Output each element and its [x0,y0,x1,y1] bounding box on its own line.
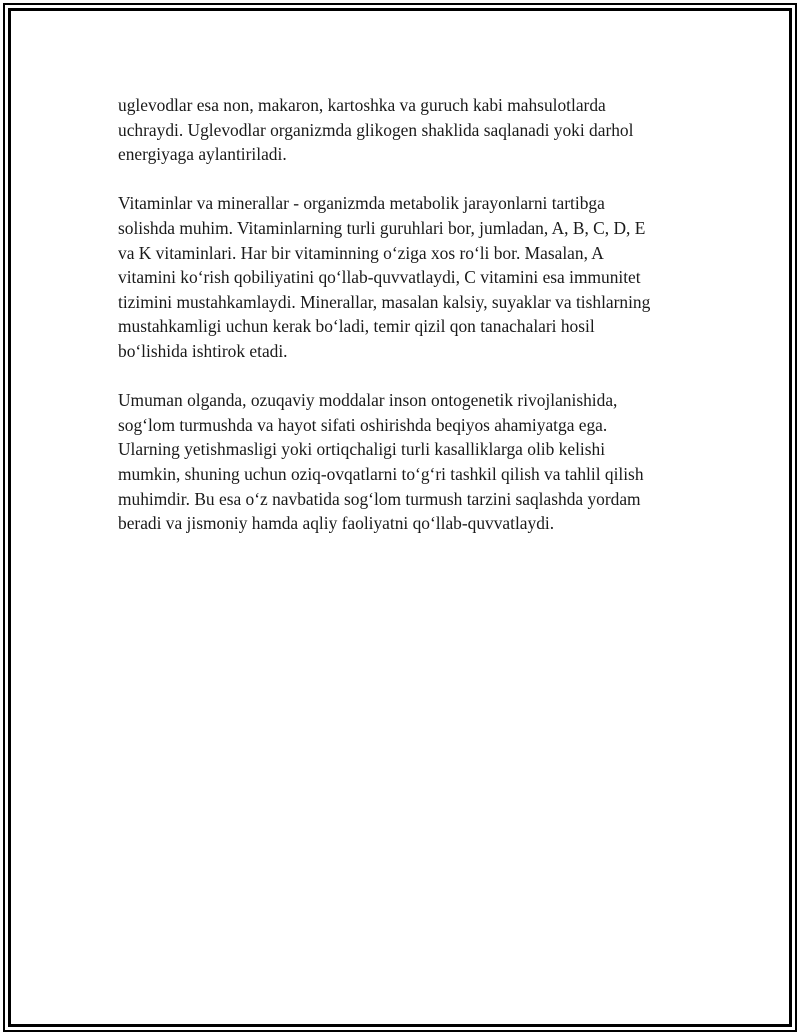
text-line: uglevodlar esa non, makaron, kartoshka va guruch kabi mahsulotlarda [118,95,606,115]
paragraph-conclusion [118,388,698,536]
document-body [118,93,698,560]
text-line: va K vitaminlari. Har bir vitaminning o‘ziga xos ro‘li bor. Masalan, A [118,242,604,263]
text-line: muhimdir. Bu esa o‘z navbatida sog‘lom turmush tarzini saqlashda yordam [118,488,641,509]
text-line: uchraydi. Uglevodlar organizmda glikogen shaklida saqlanadi yoki darhol [118,119,634,140]
paragraph-vitamins-minerals [118,191,698,363]
text-line: mustahkamligi uchun kerak bo‘ladi, temir qizil qon tanachalari hosil [118,316,595,337]
text-line: Umuman olganda, ozuqaviy moddalar inson ontogenetik rivojlanishida, [118,390,618,411]
text-line: bo‘lishida ishtirok etadi. [118,340,288,361]
text-line: beradi va jismoniy hamda aqliy faoliyatni qo‘llab-quvvatlaydi. [118,513,555,534]
text-line: vitamini ko‘rish qobiliyatini qo‘llab-quvvatlaydi, C vitamini esa immunitet [118,267,641,288]
text-line: sog‘lom turmushda va hayot sifati oshirishda beqiyos ahamiyatga ega. [118,414,608,435]
text-line: Vitaminlar va minerallar - organizmda metabolik jarayonlarni tartibga [118,193,605,214]
text-line: solishda muhim. Vitaminlarning turli guruhlari bor, jumladan, A, B, C, D, E [118,217,646,238]
paragraph-carbohydrates [118,93,698,167]
text-line: mumkin, shuning uchun oziq-ovqatlarni to‘g‘ri tashkil qilish va tahlil qilish [118,463,644,484]
text-line: tizimini mustahkamlaydi. Minerallar, masalan kalsiy, suyaklar va tishlarning [118,291,651,312]
text-line: energiyaga aylantiriladi. [118,144,287,165]
text-line: Ularning yetishmasligi yoki ortiqchaligi turli kasalliklarga olib kelishi [118,439,606,460]
